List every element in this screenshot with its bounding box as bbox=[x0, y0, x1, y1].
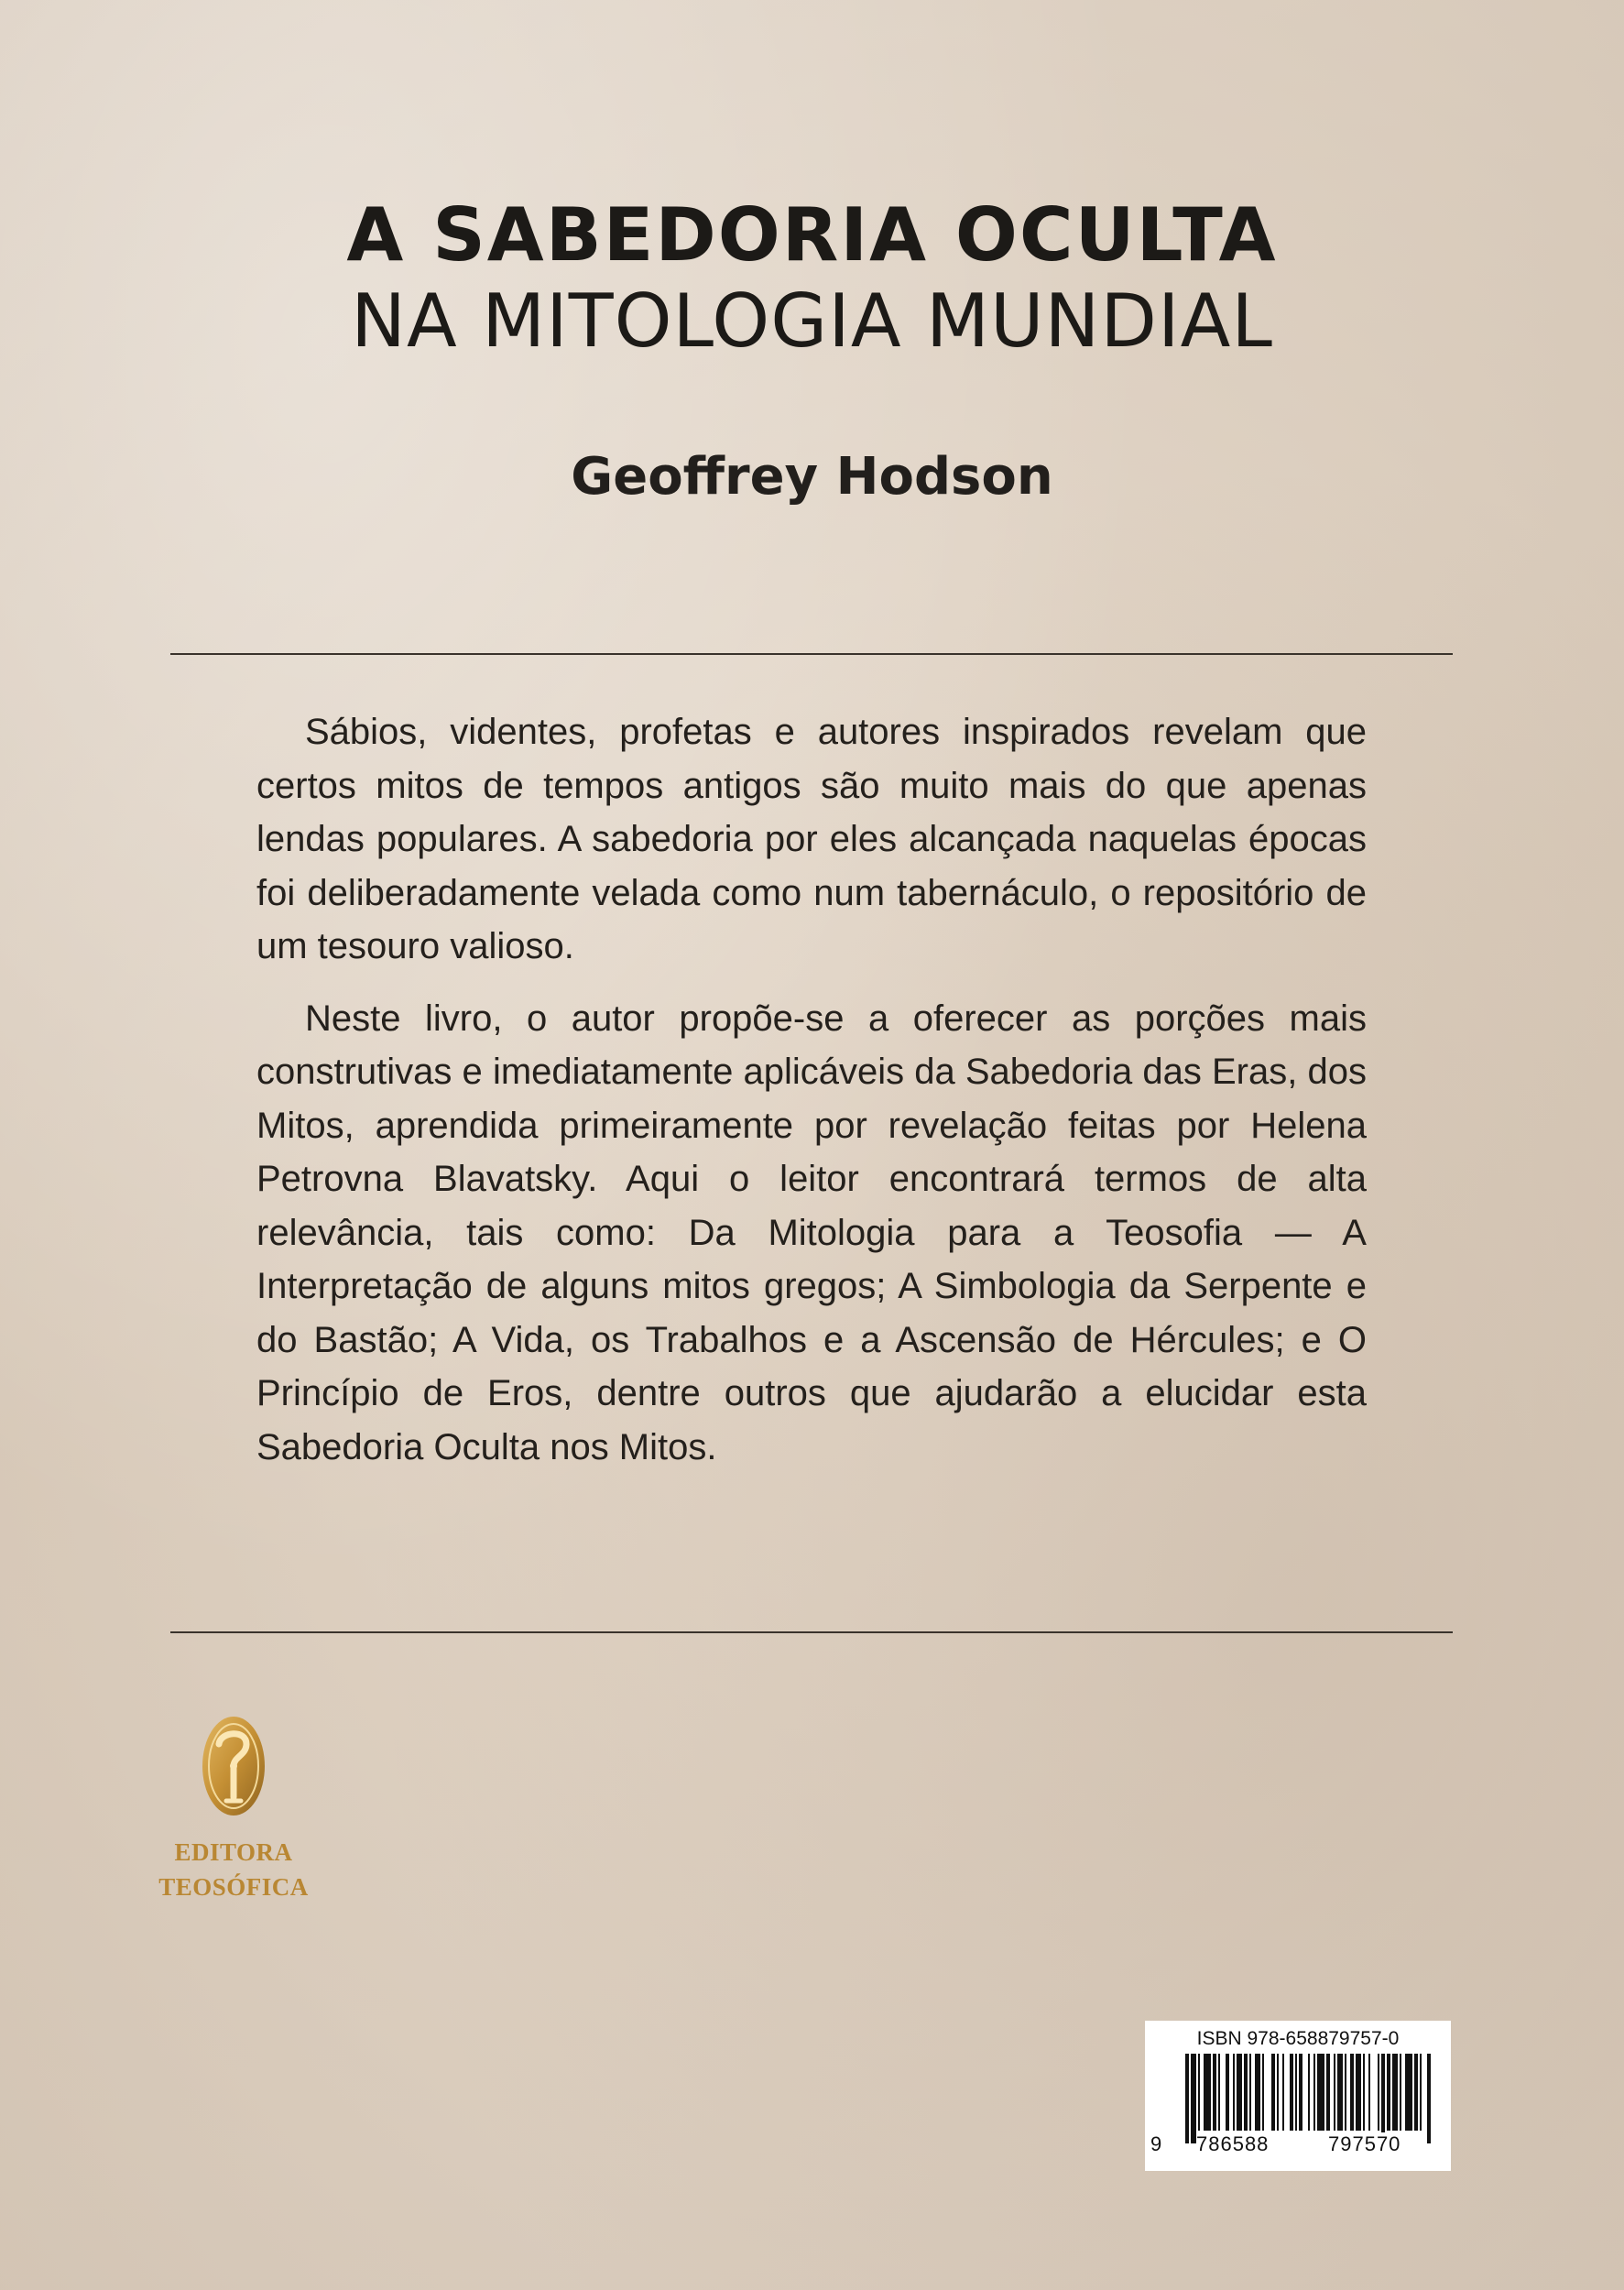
barcode-bar bbox=[1191, 2054, 1196, 2143]
barcode-bars bbox=[1154, 2054, 1442, 2145]
barcode-bar bbox=[1313, 2054, 1315, 2131]
barcode-bar bbox=[1255, 2054, 1260, 2131]
barcode-bar bbox=[1363, 2054, 1365, 2131]
publisher-name-line-1: EDITORA bbox=[174, 1838, 293, 1866]
author-name: Geoffrey Hodson bbox=[571, 447, 1053, 507]
book-subtitle: NA MITOLOGIA MUNDIAL bbox=[351, 278, 1273, 364]
barcode-bar bbox=[1334, 2054, 1335, 2131]
barcode-bar bbox=[1427, 2054, 1431, 2143]
barcode-bar bbox=[1350, 2054, 1354, 2131]
barcode-digit-first: 9 bbox=[1150, 2132, 1163, 2155]
barcode-bar bbox=[1392, 2054, 1398, 2131]
barcode-bar bbox=[1233, 2054, 1235, 2131]
barcode-bar bbox=[1244, 2054, 1248, 2131]
blurb-text bbox=[256, 705, 1367, 1492]
barcode-bar bbox=[1345, 2054, 1346, 2131]
barcode-bar bbox=[1414, 2054, 1418, 2131]
barcode-bar bbox=[1226, 2054, 1229, 2131]
barcode-bar bbox=[1368, 2054, 1370, 2131]
isbn-label: ISBN 978-658879757-0 bbox=[1196, 2028, 1400, 2049]
blurb-paragraph-2: Neste livro, o autor propõe-se a oferecer as porções mais construtivas e imediatamente aplicáveis da Sabedoria das Eras, dos Mitos, aprendida primeiramente por revelação feitas por Helena Petrovna Blavatsky. Aqui o leitor encontrará termos de alta relevância, tais como: Da Mitologia para a Teosofia — A Interpretação de alguns mitos gregos; A Simbologia da Serpente e do Bastão; A Vida, os Trabalhos e a Ascensão de Hércules; e O Princípio de Eros, dentre outros que ajudarão a elucidar esta Sabedoria Oculta nos Mitos. bbox=[256, 998, 1367, 1467]
barcode-bar bbox=[1326, 2054, 1330, 2131]
barcode-bar bbox=[1237, 2054, 1242, 2131]
book-title: A SABEDORIA OCULTA bbox=[346, 192, 1278, 278]
barcode-bar bbox=[1213, 2054, 1216, 2131]
barcode-bar bbox=[1295, 2054, 1297, 2131]
publisher-block bbox=[147, 1713, 321, 1902]
barcode-bar bbox=[1185, 2054, 1189, 2143]
barcode-bar bbox=[1282, 2054, 1284, 2131]
barcode-bar bbox=[1308, 2054, 1310, 2131]
barcode-bar bbox=[1420, 2054, 1422, 2131]
blurb-paragraph-1: Sábios, videntes, profetas e autores inspirados revelam que certos mitos de tempos antigos são muito mais do que apenas lendas populares. A sabedoria por eles alcançada naquelas épocas foi deliberadamente velada como num tabernáculo, o repositório de um tesouro valioso. bbox=[256, 712, 1367, 966]
barcode-bar bbox=[1378, 2054, 1379, 2131]
barcode-bar bbox=[1218, 2054, 1220, 2131]
barcode-bar bbox=[1387, 2054, 1390, 2131]
barcode-bar bbox=[1271, 2054, 1275, 2131]
barcode-bar bbox=[1400, 2054, 1401, 2131]
barcode-bar bbox=[1356, 2054, 1361, 2131]
barcode-bar bbox=[1337, 2054, 1343, 2131]
barcode-bar bbox=[1405, 2054, 1412, 2131]
barcode-bar bbox=[1204, 2054, 1211, 2131]
barcode-bar bbox=[1262, 2054, 1264, 2131]
barcode-bar bbox=[1198, 2054, 1200, 2131]
divider-top bbox=[170, 653, 1453, 655]
barcode-digits-left: 786588 bbox=[1196, 2132, 1270, 2155]
barcode-bar bbox=[1249, 2054, 1251, 2131]
divider-bottom bbox=[170, 1631, 1453, 1633]
title-block bbox=[0, 192, 1624, 364]
barcode-bar bbox=[1317, 2054, 1324, 2131]
isbn-barcode bbox=[1145, 2021, 1451, 2171]
barcode-digits-right: 797570 bbox=[1328, 2132, 1401, 2155]
barcode-bar bbox=[1299, 2054, 1302, 2131]
barcode-bar bbox=[1290, 2054, 1293, 2131]
publisher-name-line-2: TEOSÓFICA bbox=[158, 1873, 309, 1901]
editora-teosofica-logo-icon bbox=[199, 1713, 268, 1832]
barcode-bar bbox=[1277, 2054, 1279, 2131]
barcode-bar bbox=[1381, 2054, 1385, 2143]
